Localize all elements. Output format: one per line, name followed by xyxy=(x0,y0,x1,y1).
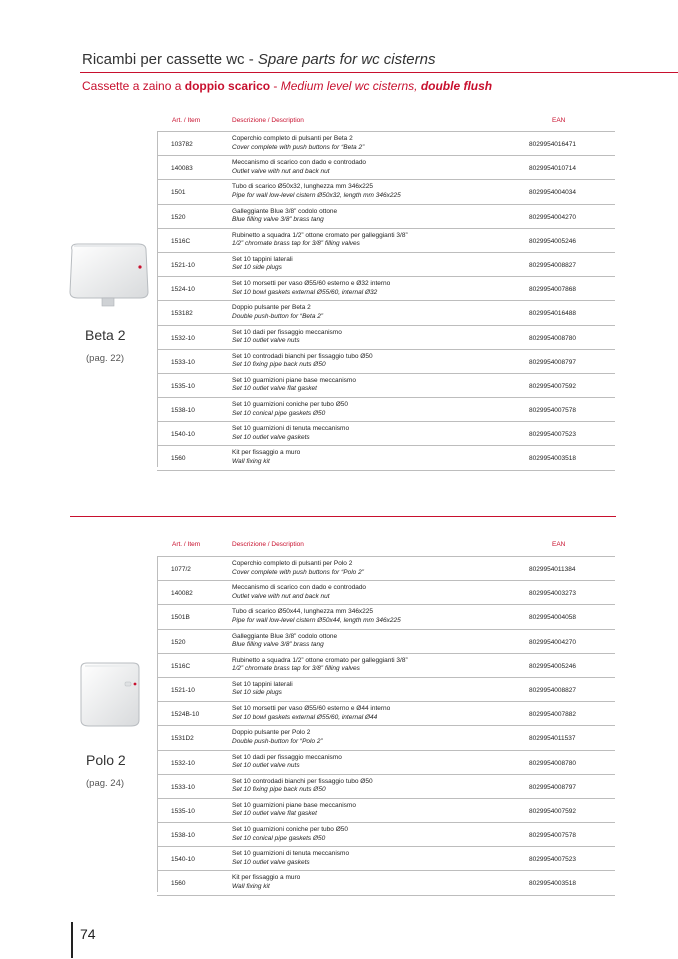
ean-code: 8029954016471 xyxy=(529,141,576,148)
description-en: Outlet valve with nut and back nut xyxy=(232,167,330,175)
ean-code: 8029954004034 xyxy=(529,189,576,197)
description-en: Set 10 outlet valve gaskets xyxy=(232,433,310,441)
table-row xyxy=(157,726,615,750)
table-row xyxy=(157,180,615,204)
ean-code: 8029954008827 xyxy=(529,261,576,269)
table-row xyxy=(157,301,615,325)
ean-code: 8029954008780 xyxy=(529,334,576,342)
description-it: Galleggiante Blue 3/8” codolo ottone xyxy=(232,207,338,215)
description-it: Kit per fissaggio a muro xyxy=(232,874,301,882)
ean-code: 8029954003273 xyxy=(529,590,576,598)
description-en: Blue filling valve 3/8” brass tang xyxy=(232,641,324,649)
description-en: Set 10 bowl gaskets external Ø55/60, internal Ø32 xyxy=(232,288,378,296)
description-en: Double push-button for “Polo 2” xyxy=(232,737,323,745)
ean-code: 8029954007868 xyxy=(529,286,576,294)
table-row xyxy=(157,799,615,823)
description-it: Set 10 guarnizioni coniche per tubo Ø50 xyxy=(232,826,348,834)
item-code: 1501B xyxy=(171,614,190,622)
item-code: 153182 xyxy=(171,310,193,318)
description-en: Outlet valve with nut and back nut xyxy=(232,592,330,600)
description-en: Pipe for wall low-level cistern Ø50x44, length mm 346x225 xyxy=(232,616,401,624)
description-it: Kit per fissaggio a muro xyxy=(232,449,301,457)
table-row xyxy=(157,374,615,398)
table-row xyxy=(157,557,615,581)
description-en: Double push-button for “Beta 2” xyxy=(232,312,324,320)
item-code: 1535-10 xyxy=(171,382,195,390)
table-row xyxy=(157,654,615,678)
table-row xyxy=(157,277,615,301)
table-row xyxy=(157,253,615,277)
description-it: Set 10 dadi per fissaggio meccanismo xyxy=(232,328,342,336)
item-code: 1533-10 xyxy=(171,783,195,791)
header-ean: EAN xyxy=(552,541,566,548)
page-title xyxy=(82,51,435,68)
item-code: 1538-10 xyxy=(171,407,195,415)
description-en: Set 10 conical pipe gaskets Ø50 xyxy=(232,834,326,842)
description-it: Doppio pulsante per Beta 2 xyxy=(232,304,311,312)
subtitle-part-d: Medium level wc cisterns, xyxy=(280,79,421,93)
ean-code: 8029954007592 xyxy=(529,807,576,815)
description-en: 1/2” chromate brass tap for 3/8” filling valves xyxy=(232,665,360,673)
table-row xyxy=(157,156,615,180)
description-en: Pipe for wall low-level cistern Ø50x32, length mm 346x225 xyxy=(232,191,401,199)
description-it: Meccanismo di scarico con dado e controdado xyxy=(232,584,367,592)
header-ean: EAN xyxy=(552,117,566,124)
ean-code: 8029954007523 xyxy=(529,431,576,439)
description-it: Set 10 controdadi bianchi per fissaggio tubo Ø50 xyxy=(232,777,373,785)
description-it: Set 10 guarnizioni di tenuta meccanismo xyxy=(232,425,350,433)
table-row xyxy=(157,871,615,895)
description-en: Cover complete with push buttons for “Polo 2” xyxy=(232,568,364,576)
item-code: 1532-10 xyxy=(171,759,195,767)
section-divider xyxy=(70,516,616,517)
ean-code: 8029954011384 xyxy=(529,566,576,573)
item-code: 1531D2 xyxy=(171,735,194,743)
ean-code: 8029954004270 xyxy=(529,213,576,221)
description-it: Set 10 morsetti per vaso Ø55/60 esterno e Ø44 interno xyxy=(232,705,391,713)
table-row xyxy=(157,350,615,374)
ean-code: 8029954011537 xyxy=(529,735,576,743)
table-row xyxy=(157,823,615,847)
description-it: Set 10 guarnizioni piane base meccanismo xyxy=(232,376,356,384)
ean-code: 8029954008827 xyxy=(529,686,576,694)
ean-code: 8029954010714 xyxy=(529,165,576,173)
description-it: Set 10 dadi per fissaggio meccanismo xyxy=(232,753,342,761)
table-row xyxy=(157,847,615,871)
description-it: Rubinetto a squadra 1/2” ottone cromato per galleggianti 3/8” xyxy=(232,231,408,239)
page-subtitle xyxy=(82,79,492,93)
table-row xyxy=(157,205,615,229)
header-description: Descrizione / Description xyxy=(232,541,304,548)
description-it: Coperchio completo di pulsanti per Beta 2 xyxy=(232,135,353,142)
item-code: 1532-10 xyxy=(171,334,195,342)
table-row xyxy=(157,630,615,654)
item-code: 140083 xyxy=(171,165,193,173)
polo2-cistern-image xyxy=(75,660,145,732)
ean-code: 8029954016488 xyxy=(529,310,576,318)
item-code: 1533-10 xyxy=(171,358,195,366)
description-en: Cover complete with push buttons for “Beta 2” xyxy=(232,143,365,151)
ean-code: 8029954003518 xyxy=(529,455,576,463)
product-page-ref-beta2: (pag. 22) xyxy=(86,353,125,364)
page-number-bar xyxy=(71,922,73,958)
ean-code: 8029954008780 xyxy=(529,759,576,767)
header-art: Art. / Item xyxy=(172,117,201,124)
subtitle-part-b: doppio scarico xyxy=(184,79,271,93)
item-code: 1524-10 xyxy=(171,286,195,294)
item-code: 1520 xyxy=(171,213,186,221)
ean-code: 8029954007882 xyxy=(529,711,576,719)
description-en: Set 10 fixing pipe back nuts Ø50 xyxy=(232,361,326,369)
description-en: Set 10 outlet valve nuts xyxy=(232,337,300,344)
table-row xyxy=(157,702,615,726)
ean-code: 8029954005246 xyxy=(529,662,576,670)
table-row xyxy=(157,132,615,156)
page-title-en: Spare parts for wc cisterns xyxy=(257,51,436,68)
description-it: Tubo di scarico Ø50x44, lunghezza mm 346x225 xyxy=(232,608,374,616)
description-en: Set 10 outlet valve nuts xyxy=(232,762,300,769)
product-page-ref-polo2: (pag. 24) xyxy=(86,778,125,789)
parts-table-polo2 xyxy=(157,556,615,896)
description-en: Blue filling valve 3/8” brass tang xyxy=(232,216,324,224)
description-en: Set 10 outlet valve flat gasket xyxy=(232,385,317,393)
table-row xyxy=(157,678,615,702)
description-it: Meccanismo di scarico con dado e controdado xyxy=(232,159,367,167)
table-row xyxy=(157,398,615,422)
description-it: Set 10 morsetti per vaso Ø55/60 esterno e Ø32 interno xyxy=(232,280,391,288)
ean-code: 8029954007578 xyxy=(529,407,576,415)
item-code: 1521-10 xyxy=(171,261,195,269)
description-en: Wall fixing kit xyxy=(232,457,270,465)
table-row xyxy=(157,422,615,446)
subtitle-part-c: - xyxy=(270,79,281,93)
table-row xyxy=(157,446,615,470)
table-row xyxy=(157,775,615,799)
item-code: 1540-10 xyxy=(171,431,195,439)
header-art: Art. / Item xyxy=(172,541,201,548)
item-code: 1516C xyxy=(171,662,191,670)
description-it: Set 10 tappini laterali xyxy=(232,255,293,263)
item-code: 103782 xyxy=(171,141,193,148)
beta2-cistern-image xyxy=(66,240,152,308)
item-code: 1520 xyxy=(171,638,186,646)
ean-code: 8029954008797 xyxy=(529,783,576,791)
table-row xyxy=(157,605,615,629)
ean-code: 8029954004270 xyxy=(529,638,576,646)
description-en: Set 10 side plugs xyxy=(232,264,282,272)
description-it: Set 10 controdadi bianchi per fissaggio tubo Ø50 xyxy=(232,352,373,360)
header-description: Descrizione / Description xyxy=(232,117,304,124)
item-code: 1560 xyxy=(171,455,186,463)
product-name-beta2: Beta 2 xyxy=(85,327,126,343)
ean-code: 8029954007592 xyxy=(529,382,576,390)
ean-code: 8029954007578 xyxy=(529,832,576,840)
parts-table-beta2 xyxy=(157,131,615,471)
table-row xyxy=(157,326,615,350)
table-row xyxy=(157,229,615,253)
description-it: Doppio pulsante per Polo 2 xyxy=(232,729,311,737)
description-en: 1/2” chromate brass tap for 3/8” filling valves xyxy=(232,240,360,248)
product-name-polo2: Polo 2 xyxy=(86,752,126,768)
ean-code: 8029954004058 xyxy=(529,614,576,622)
title-divider xyxy=(80,72,678,73)
description-it: Coperchio completo di pulsanti per Polo 2 xyxy=(232,560,353,567)
ean-code: 8029954005246 xyxy=(529,237,576,245)
item-code: 1560 xyxy=(171,880,186,888)
item-code: 1077/2 xyxy=(171,566,191,573)
item-code: 1540-10 xyxy=(171,856,195,864)
item-code: 1535-10 xyxy=(171,807,195,815)
description-en: Set 10 outlet valve gaskets xyxy=(232,858,310,866)
ean-code: 8029954007523 xyxy=(529,856,576,864)
description-en: Set 10 conical pipe gaskets Ø50 xyxy=(232,409,326,417)
description-it: Set 10 guarnizioni piane base meccanismo xyxy=(232,801,356,809)
item-code: 1521-10 xyxy=(171,686,195,694)
description-en: Set 10 side plugs xyxy=(232,689,282,697)
description-en: Wall fixing kit xyxy=(232,882,270,890)
description-en: Set 10 outlet valve flat gasket xyxy=(232,810,317,818)
item-code: 1516C xyxy=(171,237,191,245)
subtitle-part-e: double flush xyxy=(420,79,493,93)
description-it: Set 10 tappini laterali xyxy=(232,680,293,688)
item-code: 1524B-10 xyxy=(171,711,200,719)
subtitle-part-a: Cassette a zaino a xyxy=(82,79,185,93)
description-it: Rubinetto a squadra 1/2” ottone cromato per galleggianti 3/8” xyxy=(232,656,408,664)
description-en: Set 10 bowl gaskets external Ø55/60, internal Ø44 xyxy=(232,713,378,721)
ean-code: 8029954008797 xyxy=(529,358,576,366)
page-title-it: Ricambi per cassette wc - xyxy=(82,51,258,68)
item-code: 1538-10 xyxy=(171,832,195,840)
item-code: 1501 xyxy=(171,189,186,197)
page-number: 74 xyxy=(80,926,96,942)
table-row xyxy=(157,751,615,775)
description-it: Tubo di scarico Ø50x32, lunghezza mm 346x225 xyxy=(232,183,374,191)
description-en: Set 10 fixing pipe back nuts Ø50 xyxy=(232,786,326,794)
item-code: 140082 xyxy=(171,590,193,598)
description-it: Galleggiante Blue 3/8” codolo ottone xyxy=(232,632,338,640)
table-row xyxy=(157,581,615,605)
description-it: Set 10 guarnizioni coniche per tubo Ø50 xyxy=(232,401,348,409)
ean-code: 8029954003518 xyxy=(529,880,576,888)
description-it: Set 10 guarnizioni di tenuta meccanismo xyxy=(232,850,350,858)
